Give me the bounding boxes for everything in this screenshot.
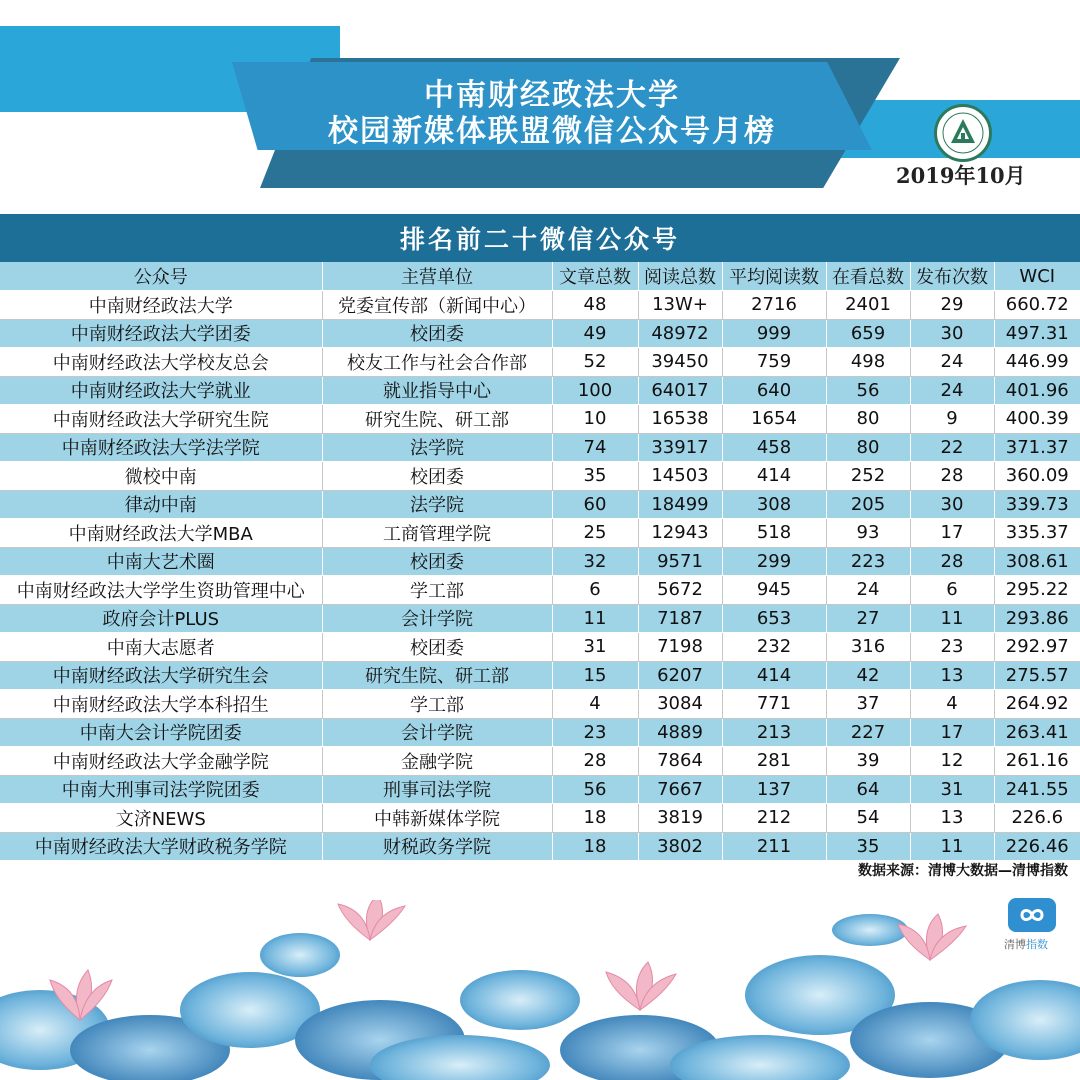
table-cell: 27 [826,604,910,633]
table-cell: 446.99 [994,348,1080,377]
table-cell: 中南财经政法大学法学院 [0,433,322,462]
table-cell: 微校中南 [0,462,322,491]
table-cell: 275.57 [994,661,1080,690]
table-cell: 7667 [638,775,722,804]
table-cell: 7187 [638,604,722,633]
table-cell: 292.97 [994,633,1080,662]
table-cell: 刑事司法学院 [322,775,552,804]
table-cell: 771 [722,690,826,719]
table-cell: 金融学院 [322,747,552,776]
table-cell: 7198 [638,633,722,662]
table-cell: 60 [552,490,638,519]
page-title-ranking: 校园新媒体联盟微信公众号月榜 [328,114,776,149]
ranking-date: 2019年10月 [896,163,1026,188]
table-cell: 文济NEWS [0,804,322,833]
table-cell: 24 [910,348,994,377]
table-cell: 339.73 [994,490,1080,519]
table-row [0,462,1080,491]
column-header: 公众号 [0,262,322,291]
table-cell: 213 [722,718,826,747]
table-cell: 中南大志愿者 [0,633,322,662]
table-cell: 13W+ [638,291,722,320]
table-cell: 497.31 [994,319,1080,348]
table-cell: 49 [552,319,638,348]
table-cell: 48 [552,291,638,320]
table-cell: 校团委 [322,462,552,491]
table-cell: 335.37 [994,519,1080,548]
column-header: 平均阅读数 [722,262,826,291]
table-cell: 中南财经政法大学本科招生 [0,690,322,719]
table-cell: 10 [552,405,638,434]
table-cell: 中南财经政法大学就业 [0,376,322,405]
table-cell: 4889 [638,718,722,747]
table-cell: 74 [552,433,638,462]
table-cell: 232 [722,633,826,662]
table-cell: 法学院 [322,490,552,519]
table-cell: 999 [722,319,826,348]
table-cell: 23 [910,633,994,662]
data-source-note: 数据来源：清博大数据—清博指数 [858,863,1068,879]
table-cell: 498 [826,348,910,377]
table-row [0,604,1080,633]
table-cell: 会计学院 [322,718,552,747]
table-cell: 6 [910,576,994,605]
table-cell: 52 [552,348,638,377]
table-row [0,804,1080,833]
table-cell: 227 [826,718,910,747]
table-row [0,832,1080,861]
column-header: 文章总数 [552,262,638,291]
table-cell: 中南财经政法大学团委 [0,319,322,348]
table-cell: 校团委 [322,633,552,662]
table-cell: 3802 [638,832,722,861]
table-cell: 9571 [638,547,722,576]
table-cell: 23 [552,718,638,747]
table-cell: 241.55 [994,775,1080,804]
table-cell: 100 [552,376,638,405]
table-cell: 137 [722,775,826,804]
table-cell: 48972 [638,319,722,348]
table-cell: 28 [552,747,638,776]
table-cell: 308.61 [994,547,1080,576]
table-cell: 659 [826,319,910,348]
lotus-decoration-image [0,900,1080,1080]
table-cell: 252 [826,462,910,491]
table-row [0,718,1080,747]
table-row [0,405,1080,434]
table-cell: 30 [910,490,994,519]
table-cell: 64 [826,775,910,804]
table-cell: 360.09 [994,462,1080,491]
university-emblem-icon [934,104,992,162]
table-row [0,519,1080,548]
table-cell: 18 [552,804,638,833]
table-cell: 371.37 [994,433,1080,462]
table-cell: 7864 [638,747,722,776]
table-cell: 24 [826,576,910,605]
table-cell: 212 [722,804,826,833]
column-header: 发布次数 [910,262,994,291]
table-cell: 54 [826,804,910,833]
table-cell: 205 [826,490,910,519]
qingbo-brand-text: 清博指数 [1004,938,1048,951]
table-row [0,775,1080,804]
table-cell: 93 [826,519,910,548]
table-cell: 17 [910,519,994,548]
table-row [0,747,1080,776]
table-cell: 校友工作与社会合作部 [322,348,552,377]
table-row [0,433,1080,462]
table-cell: 211 [722,832,826,861]
table-cell: 2716 [722,291,826,320]
table-cell: 308 [722,490,826,519]
table-cell: 37 [826,690,910,719]
table-cell: 31 [552,633,638,662]
table-cell: 30 [910,319,994,348]
table-cell: 4 [552,690,638,719]
table-cell: 226.6 [994,804,1080,833]
table-cell: 223 [826,547,910,576]
ranking-table [0,262,1080,861]
table-cell: 264.92 [994,690,1080,719]
table-cell: 28 [910,462,994,491]
table-cell: 39 [826,747,910,776]
table-cell: 律动中南 [0,490,322,519]
table-cell: 会计学院 [322,604,552,633]
table-cell: 法学院 [322,433,552,462]
table-cell: 80 [826,405,910,434]
page-title-university: 中南财经政法大学 [424,78,680,113]
table-cell: 中南财经政法大学学生资助管理中心 [0,576,322,605]
table-cell: 35 [552,462,638,491]
column-header: 在看总数 [826,262,910,291]
table-row [0,490,1080,519]
table-header-row [0,262,1080,291]
table-cell: 6207 [638,661,722,690]
table-cell: 22 [910,433,994,462]
table-row [0,633,1080,662]
table-cell: 中南财经政法大学研究生院 [0,405,322,434]
table-banner-title: 排名前二十微信公众号 [0,214,1080,262]
table-cell: 945 [722,576,826,605]
table-cell: 316 [826,633,910,662]
table-cell: 64017 [638,376,722,405]
table-cell: 39450 [638,348,722,377]
table-cell: 33917 [638,433,722,462]
table-cell: 32 [552,547,638,576]
table-cell: 15 [552,661,638,690]
table-cell: 18499 [638,490,722,519]
table-row [0,661,1080,690]
table-cell: 759 [722,348,826,377]
table-cell: 414 [722,462,826,491]
table-cell: 6 [552,576,638,605]
table-row [0,690,1080,719]
table-cell: 中南财经政法大学校友总会 [0,348,322,377]
table-cell: 400.39 [994,405,1080,434]
column-header: WCI [994,262,1080,291]
table-row [0,576,1080,605]
table-cell: 458 [722,433,826,462]
table-cell: 中南财经政法大学金融学院 [0,747,322,776]
table-cell: 学工部 [322,690,552,719]
table-cell: 42 [826,661,910,690]
table-cell: 5672 [638,576,722,605]
table-cell: 18 [552,832,638,861]
table-cell: 4 [910,690,994,719]
table-cell: 校团委 [322,319,552,348]
table-cell: 12 [910,747,994,776]
table-cell: 261.16 [994,747,1080,776]
table-row [0,319,1080,348]
table-cell: 293.86 [994,604,1080,633]
table-cell: 研究生院、研工部 [322,405,552,434]
table-cell: 13 [910,804,994,833]
table-body [0,291,1080,861]
column-header: 主营单位 [322,262,552,291]
table-cell: 3084 [638,690,722,719]
table-cell: 11 [552,604,638,633]
table-cell: 中南大艺术圈 [0,547,322,576]
table-cell: 1654 [722,405,826,434]
table-cell: 640 [722,376,826,405]
table-cell: 2401 [826,291,910,320]
table-cell: 28 [910,547,994,576]
table-row [0,547,1080,576]
table-cell: 226.46 [994,832,1080,861]
table-cell: 党委宣传部（新闻中心） [322,291,552,320]
table-cell: 401.96 [994,376,1080,405]
table-cell: 56 [552,775,638,804]
table-cell: 414 [722,661,826,690]
table-cell: 中南财经政法大学财政税务学院 [0,832,322,861]
table-cell: 24 [910,376,994,405]
table-row [0,291,1080,320]
table-cell: 25 [552,519,638,548]
table-cell: 56 [826,376,910,405]
table-cell: 9 [910,405,994,434]
table-cell: 就业指导中心 [322,376,552,405]
table-cell: 中南财经政法大学研究生会 [0,661,322,690]
table-row [0,348,1080,377]
table-cell: 中韩新媒体学院 [322,804,552,833]
table-cell: 281 [722,747,826,776]
table-cell: 校团委 [322,547,552,576]
table-cell: 518 [722,519,826,548]
table-cell: 12943 [638,519,722,548]
table-cell: 财税政务学院 [322,832,552,861]
table-cell: 295.22 [994,576,1080,605]
table-cell: 中南大刑事司法学院团委 [0,775,322,804]
table-cell: 299 [722,547,826,576]
table-cell: 29 [910,291,994,320]
table-cell: 工商管理学院 [322,519,552,548]
table-cell: 11 [910,604,994,633]
table-cell: 17 [910,718,994,747]
table-row [0,376,1080,405]
table-cell: 653 [722,604,826,633]
table-cell: 研究生院、研工部 [322,661,552,690]
table-cell: 14503 [638,462,722,491]
table-cell: 中南财经政法大学MBA [0,519,322,548]
table-cell: 中南财经政法大学 [0,291,322,320]
table-cell: 11 [910,832,994,861]
table-cell: 学工部 [322,576,552,605]
table-cell: 35 [826,832,910,861]
table-cell: 80 [826,433,910,462]
table-cell: 3819 [638,804,722,833]
table-cell: 中南大会计学院团委 [0,718,322,747]
table-cell: 263.41 [994,718,1080,747]
table-cell: 31 [910,775,994,804]
table-cell: 13 [910,661,994,690]
column-header: 阅读总数 [638,262,722,291]
table-cell: 政府会计PLUS [0,604,322,633]
table-cell: 16538 [638,405,722,434]
table-cell: 660.72 [994,291,1080,320]
